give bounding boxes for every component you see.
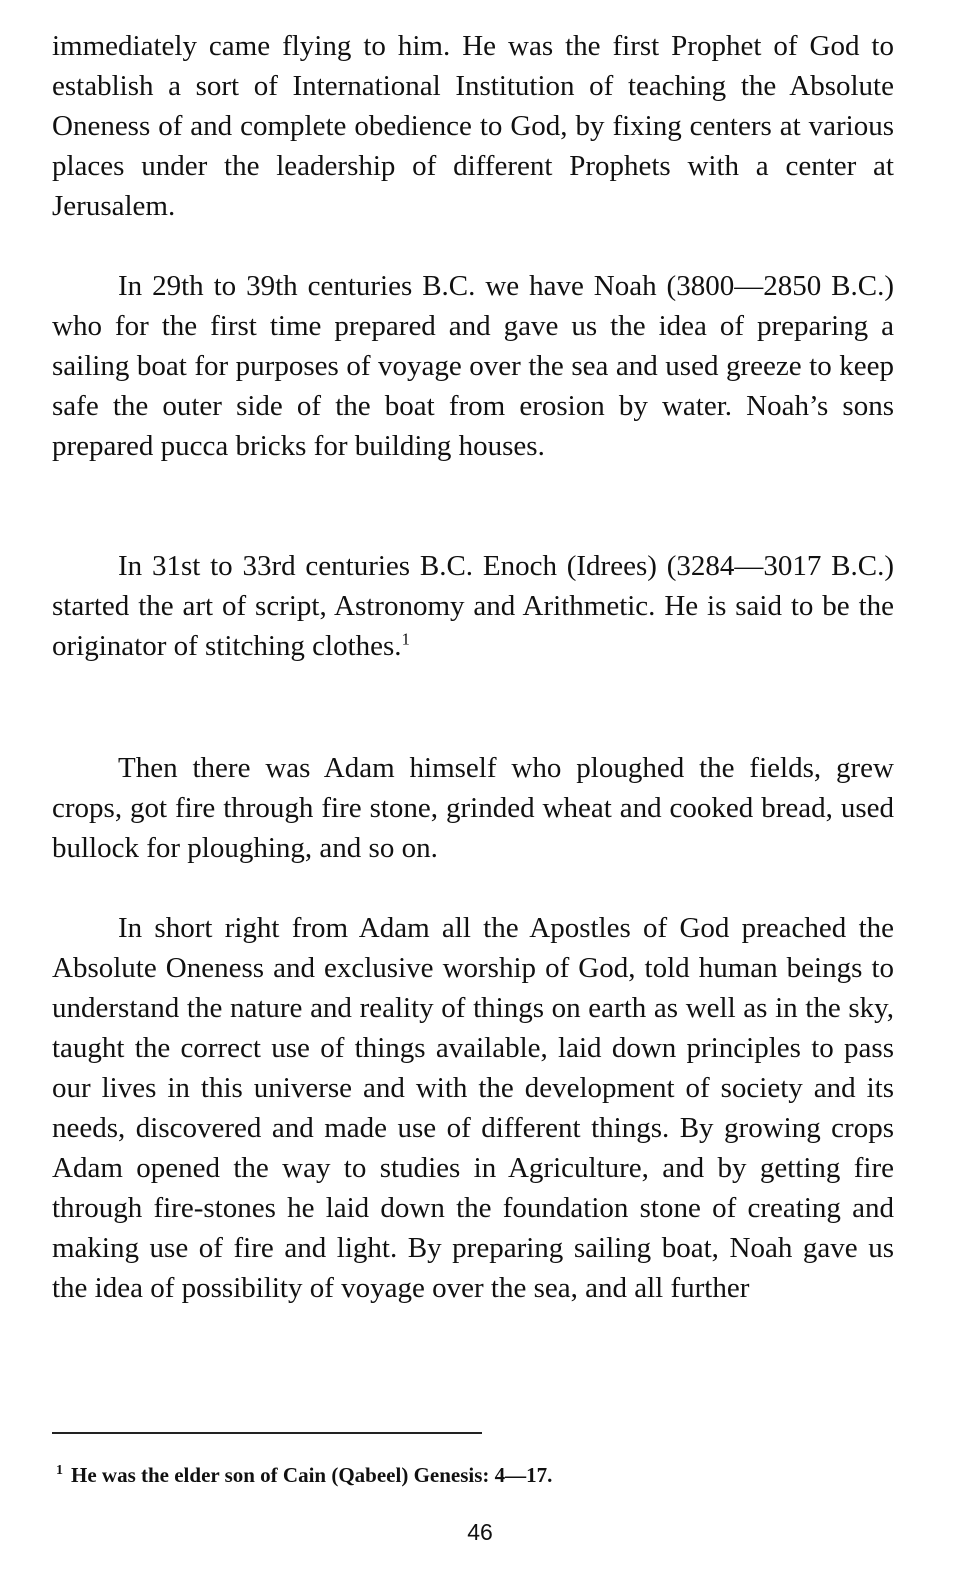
paragraph-3-text: In 31st to 33rd centuries B.C. Enoch (Idrees) (3284—3017 B.C.) started the art of script, Astronomy and Arithmetic. He is said to be the originator of stitching clothes. xyxy=(52,550,894,662)
paragraph-2: In 29th to 39th centuries B.C. we have Noah (3800—2850 B.C.) who for the first time prepared and gave us the idea of preparing a sailing boat for purposes of voyage over the sea and used greeze to keep safe the outer side of the boat from erosion by water. Noah’s sons prepared pucca bricks for building houses. xyxy=(52,270,894,462)
footnote-reference: 1 xyxy=(401,629,411,649)
paragraph-4: Then there was Adam himself who ploughed the fields, grew crops, got fire through fire stone, grinded wheat and cooked bread, used bullock for ploughing, and so on. xyxy=(52,752,894,864)
footnote-marker: 1 xyxy=(56,1463,63,1478)
footnote-divider xyxy=(52,1432,482,1434)
paragraph-1: immediately came flying to him. He was the first Prophet of God to establish a sort of International Institution of teaching the Absolute Oneness of and complete obedience to God, by fixing centers at various places under the leadership of different Prophets with a center at Jerusalem. xyxy=(52,30,894,222)
page-number: 46 xyxy=(467,1519,493,1545)
footnote-text: He was the elder son of Cain (Qabeel) Genesis: 4—17. xyxy=(71,1463,553,1487)
paragraph-3 xyxy=(52,546,894,666)
paragraph-5: In short right from Adam all the Apostles of God preached the Absolute Oneness and exclusive worship of God, told human beings to understand the nature and reality of things on earth as well as in the sky, taught the correct use of things available, laid down principles to pass our lives in this universe and with the development of society and its needs, discovered and made use of different things. By growing crops Adam opened the way to studies in Agriculture, and by getting fire through fire-stones he laid down the foundation stone of creating and making use of fire and light. By preparing sailing boat, Noah gave us the idea of possibility of voyage over the sea, and all further xyxy=(52,912,894,1304)
footnote xyxy=(56,1457,896,1489)
